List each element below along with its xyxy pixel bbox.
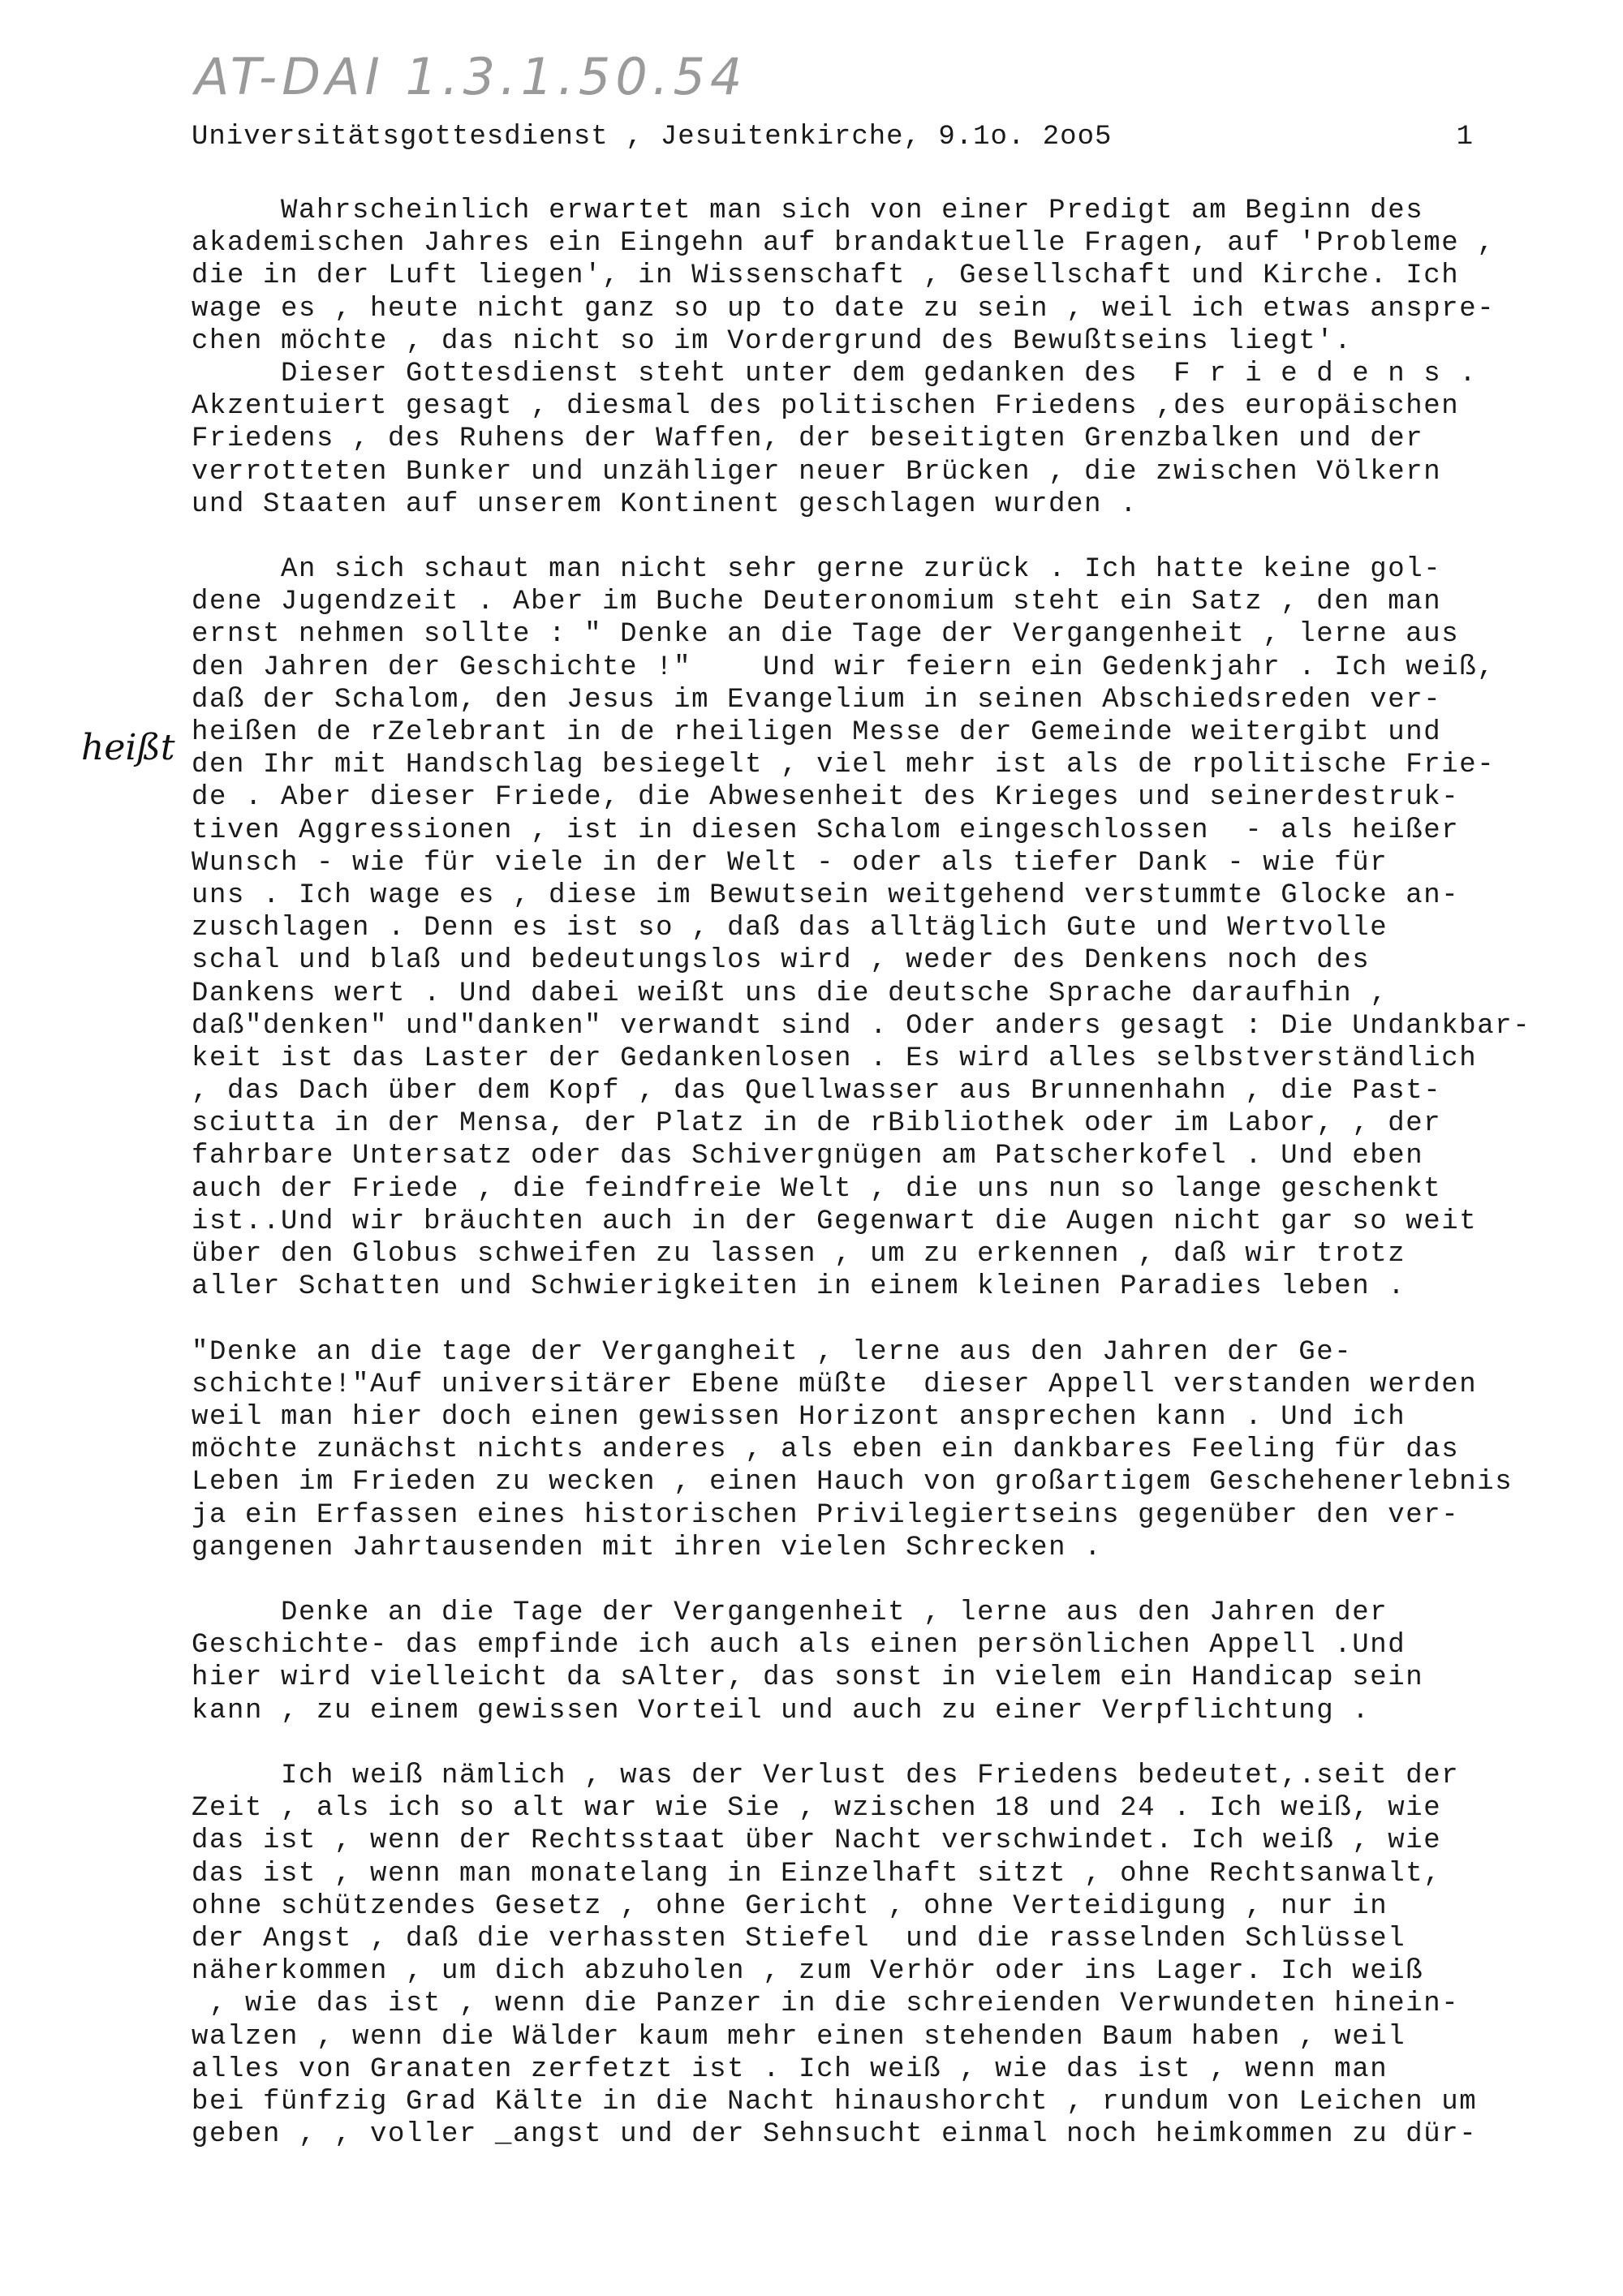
text-line: den Jahren der Geschichte !" Und wir feiern ein Gedenkjahr . Ich weiß, <box>192 651 1496 683</box>
text-line: ja ein Erfassen eines historischen Privilegiertseins gegenüber den ver- <box>192 1499 1460 1531</box>
text-line: walzen , wenn die Wälder kaum mehr einen stehenden Baum haben , weil <box>192 2021 1406 2053</box>
text-line: Wahrscheinlich erwartet man sich von einer Predigt am Beginn des <box>192 196 1424 226</box>
text-line: schal und blaß und bedeutungslos wird , weder des Denkens noch des <box>192 945 1371 977</box>
text-line: Dankens wert . Und dabei weißt uns die deutsche Sprache daraufhin , <box>192 978 1388 1009</box>
handwritten-margin-note: heißt <box>81 727 175 768</box>
text-line: sciutta in der Mensa, der Platz in de rBibliothek oder im Labor, , der <box>192 1108 1442 1140</box>
text-line: keit ist das Laster der Gedankenlosen . Es wird alles selbstverständlich <box>192 1043 1478 1074</box>
text-line: Akzentuiert gesagt , diesmal des politischen Friedens ,des europäischen <box>192 391 1460 423</box>
text-line: Wunsch - wie für viele in der Welt - oder als tiefer Dank - wie für <box>192 847 1388 879</box>
text-line: wage es , heute nicht ganz so up to date zu sein , weil ich etwas anspre- <box>192 293 1496 325</box>
document-title: Universitätsgottesdienst , Jesuitenkirche, 9.1o. 2oo5 <box>192 122 1113 153</box>
text-line: Geschichte- das empfinde ich auch als einen persönlichen Appell .Und <box>192 1630 1406 1662</box>
text-line: akademischen Jahres ein Eingehn auf brandaktuelle Fragen, auf 'Probleme , <box>192 228 1496 260</box>
text-line: ist..Und wir bräuchten auch in der Gegenwart die Augen nicht gar so weit <box>192 1206 1478 1237</box>
text-line: Dieser Gottesdienst steht unter dem gedanken des F r i e d e n s . <box>192 358 1478 389</box>
text-line: daß"denken" und"danken" verwandt sind . Oder anders gesagt : Die Undankbar- <box>192 1010 1531 1042</box>
text-line: der Angst , daß die verhassten Stiefel und die rasselnden Schlüssel <box>192 1923 1406 1954</box>
text-line: Ich weiß nämlich , was der Verlust des Friedens bedeutet,.seit der <box>192 1761 1460 1791</box>
text-line: heißen de rZelebrant in de rheiligen Messe der Gemeinde weitergibt und <box>192 717 1442 748</box>
page-number: 1 <box>1456 122 1474 153</box>
text-line: hier wird vielleicht da sAlter, das sonst in vielem ein Handicap sein <box>192 1662 1424 1694</box>
page-header <box>192 122 1474 153</box>
text-line: aller Schatten und Schwierigkeiten in einem kleinen Paradies leben . <box>192 1271 1406 1303</box>
text-line: und Staaten auf unserem Kontinent geschlagen wurden . <box>192 488 1139 520</box>
text-line: alles von Granaten zerfetzt ist . Ich weiß , wie das ist , wenn man <box>192 2053 1388 2085</box>
text-line: daß der Schalom, den Jesus im Evangelium in seinen Abschiedsreden ver- <box>192 684 1442 716</box>
text-line: de . Aber dieser Friede, die Abwesenheit des Krieges und seinerdestruk- <box>192 782 1460 814</box>
text-line: ernst nehmen sollte : " Denke an die Tage der Vergangenheit , lerne aus <box>192 619 1460 651</box>
text-line: näherkommen , um dich abzuholen , zum Verhör oder ins Lager. Ich weiß <box>192 1956 1424 1988</box>
text-line: dene Jugendzeit . Aber im Buche Deuteronomium steht ein Satz , den man <box>192 587 1442 618</box>
text-line: ohne schützendes Gesetz , ohne Gericht , ohne Verteidigung , nur in <box>192 1890 1388 1922</box>
text-line: , wie das ist , wenn die Panzer in die schreienden Verwundeten hinein- <box>192 1989 1460 2020</box>
text-line: , das Dach über dem Kopf , das Quellwasser aus Brunnenhahn , die Past- <box>192 1076 1442 1107</box>
text-line: uns . Ich wage es , diese im Bewutsein weitgehend verstummte Glocke an- <box>192 879 1460 911</box>
text-line: bei fünfzig Grad Kälte in die Nacht hinaushorcht , rundum von Leichen um <box>192 2086 1478 2118</box>
text-line: chen möchte , das nicht so im Vordergrund des Bewußtseins liegt'. <box>192 325 1353 357</box>
text-line <box>192 1727 1587 1760</box>
text-line: kann , zu einem gewissen Vorteil und auch zu einer Verpflichtung . <box>192 1695 1371 1726</box>
text-line: fahrbare Untersatz oder das Schivergnügen am Patscherkofel . Und eben <box>192 1141 1424 1172</box>
text-line: weil man hier doch einen gewissen Horizont ansprechen kann . Und ich <box>192 1401 1406 1433</box>
text-line <box>192 1303 1587 1335</box>
text-line: das ist , wenn man monatelang in Einzelhaft sitzt , ohne Rechtsanwalt, <box>192 1858 1442 1890</box>
text-line: zuschlagen . Denn es ist so , daß das alltäglich Gute und Wertvolle <box>192 913 1388 944</box>
text-line: möchte zunächst nichts anderes , als eben ein dankbares Feeling für das <box>192 1434 1460 1466</box>
text-line: gangenen Jahrtausenden mit ihren vielen Schrecken . <box>192 1532 1103 1563</box>
text-line: das ist , wenn der Rechtsstaat über Nacht verschwindet. Ich weiß , wie <box>192 1825 1442 1857</box>
text-line: Leben im Frieden zu wecken , einen Hauch von großartigem Geschehenerlebnis <box>192 1467 1513 1498</box>
text-line: tiven Aggressionen , ist in diesen Schalom eingeschlossen - als heißer <box>192 815 1460 846</box>
text-line: Friedens , des Ruhens der Waffen, der beseitigten Grenzbalken und der <box>192 424 1424 455</box>
typed-body-text <box>192 195 1587 2151</box>
text-line: über den Globus schweifen zu lassen , um zu erkennen , daß wir trotz <box>192 1239 1406 1270</box>
text-line: schichte!"Auf universitärer Ebene müßte dieser Appell verstanden werden <box>192 1369 1478 1400</box>
text-line: geben , , voller _angst und der Sehnsucht einmal noch heimkommen zu dür- <box>192 2119 1478 2151</box>
text-line <box>192 1564 1587 1597</box>
text-line: den Ihr mit Handschlag besiegelt , viel mehr ist als de rpolitische Frie- <box>192 750 1496 781</box>
text-line: auch der Friede , die feindfreie Welt , die uns nun so lange geschenkt <box>192 1173 1442 1205</box>
archive-number: AT-DAI 1.3.1.50.54 <box>195 47 747 106</box>
text-line: verrotteten Bunker und unzähliger neuer Brücken , die zwischen Völkern <box>192 456 1442 488</box>
text-line: Denke an die Tage der Vergangenheit , lerne aus den Jahren der <box>192 1597 1388 1629</box>
text-line: die in der Luft liegen', in Wissenschaft , Gesellschaft und Kirche. Ich <box>192 260 1460 292</box>
text-line <box>192 521 1587 553</box>
text-line: Zeit , als ich so alt war wie Sie , wzischen 18 und 24 . Ich weiß, wie <box>192 1793 1442 1825</box>
text-line: An sich schaut man nicht sehr gerne zurück . Ich hatte keine gol- <box>192 554 1442 586</box>
text-line: "Denke an die tage der Vergangheit , lerne aus den Jahren der Ge- <box>192 1336 1353 1368</box>
